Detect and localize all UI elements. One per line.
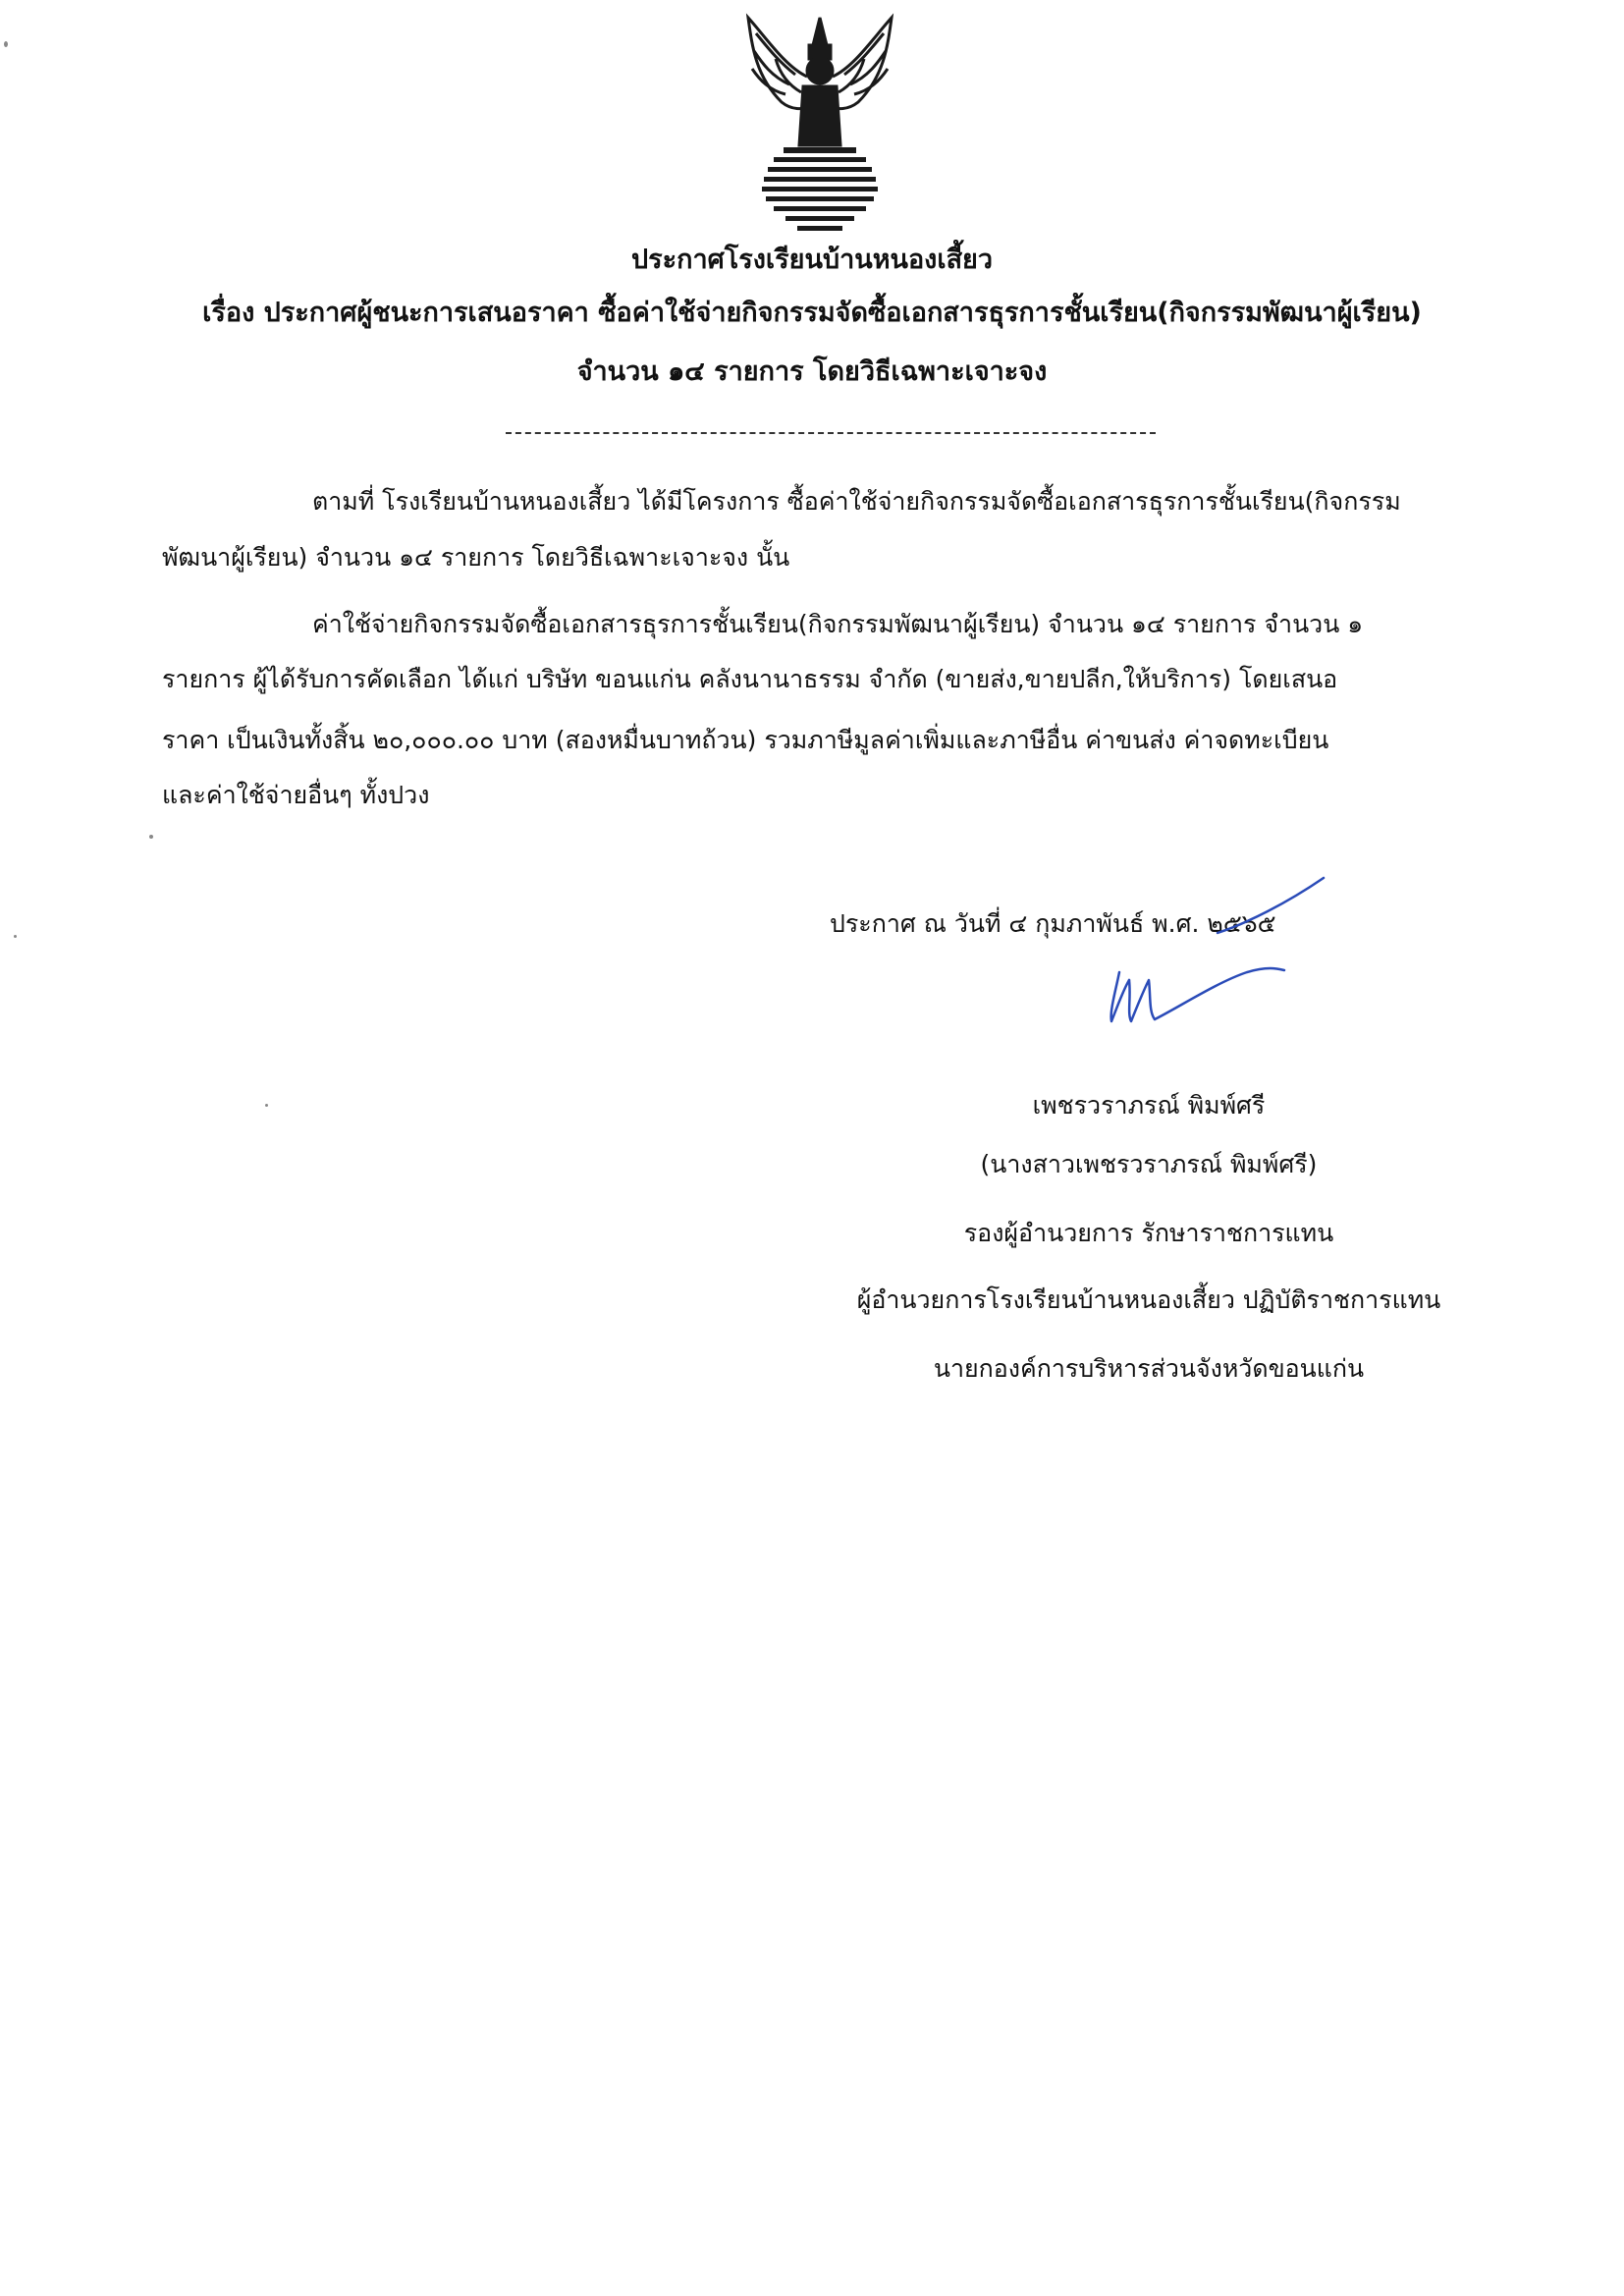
paragraph-2-line-2: รายการ ผู้ได้รับการคัดเลือก ได้แก่ บริษัท ขอนแก่น คลังนานาธรรม จำกัด (ขายส่ง,ขายปลีก,ให้บริการ) โดยเสนอ bbox=[162, 665, 1338, 693]
paragraph-2-line-1: ค่าใช้จ่ายกิจกรรมจัดซื้อเอกสารธุรการชั้นเรียน(กิจกรรมพัฒนาผู้เรียน) จำนวน ๑๔ รายการ จำนวน ๑ bbox=[312, 610, 1364, 638]
scan-speck bbox=[4, 41, 8, 47]
paragraph-2-line-4: และค่าใช้จ่ายอื่นๆ ทั้งปวง bbox=[162, 781, 430, 809]
procurement-method: จำนวน ๑๔ รายการ โดยวิธีเฉพาะเจาะจง bbox=[576, 356, 1048, 387]
scan-speck bbox=[265, 1104, 268, 1107]
paragraph-2-line-3: ราคา เป็นเงินทั้งสิ้น ๒๐,๐๐๐.๐๐ บาท (สองหมื่นบาทถ้วน) รวมภาษีมูลค่าเพิ่มและภาษีอื่น ค่าขนส่ง ค่าจดทะเบียน bbox=[162, 726, 1329, 754]
title-divider bbox=[506, 432, 1156, 434]
garuda-emblem-icon bbox=[727, 8, 913, 236]
signatory-full-name: (นางสาวเพชรวราภรณ์ พิมพ์ศรี) bbox=[980, 1150, 1318, 1178]
signatory-position-1: รองผู้อำนวยการ รักษาราชการแทน bbox=[963, 1219, 1334, 1247]
document-title: ประกาศโรงเรียนบ้านหนองเสี้ยว bbox=[630, 245, 994, 275]
handwritten-signature bbox=[1080, 864, 1394, 1041]
signatory-position-2: ผู้อำนวยการโรงเรียนบ้านหนองเสี้ยว ปฏิบัติราชการแทน bbox=[856, 1285, 1441, 1314]
signatory-position-3: นายกองค์การบริหารส่วนจังหวัดขอนแก่น bbox=[933, 1354, 1365, 1383]
signatory-name: เพชรวราภรณ์ พิมพ์ศรี bbox=[1032, 1091, 1266, 1120]
paragraph-1-line-1: ตามที่ โรงเรียนบ้านหนองเสี้ยว ได้มีโครงการ ซื้อค่าใช้จ่ายกิจกรรมจัดซื้อเอกสารธุรการชั้นเรียน(กิจกรรม bbox=[312, 487, 1401, 516]
scan-speck bbox=[14, 935, 17, 938]
paragraph-1-line-2: พัฒนาผู้เรียน) จำนวน ๑๔ รายการ โดยวิธีเฉพาะเจาะจง นั้น bbox=[162, 543, 790, 572]
scan-speck bbox=[149, 835, 153, 839]
announcement-date: ประกาศ ณ วันที่ ๔ กุมภาพันธ์ พ.ศ. ๒๕๖๕ bbox=[830, 909, 1276, 938]
document-subject: เรื่อง ประกาศผู้ชนะการเสนอราคา ซื้อค่าใช้จ่ายกิจกรรมจัดซื้อเอกสารธุรการชั้นเรียน(กิจกรรมพัฒนาผู้เรียน) bbox=[202, 298, 1422, 328]
